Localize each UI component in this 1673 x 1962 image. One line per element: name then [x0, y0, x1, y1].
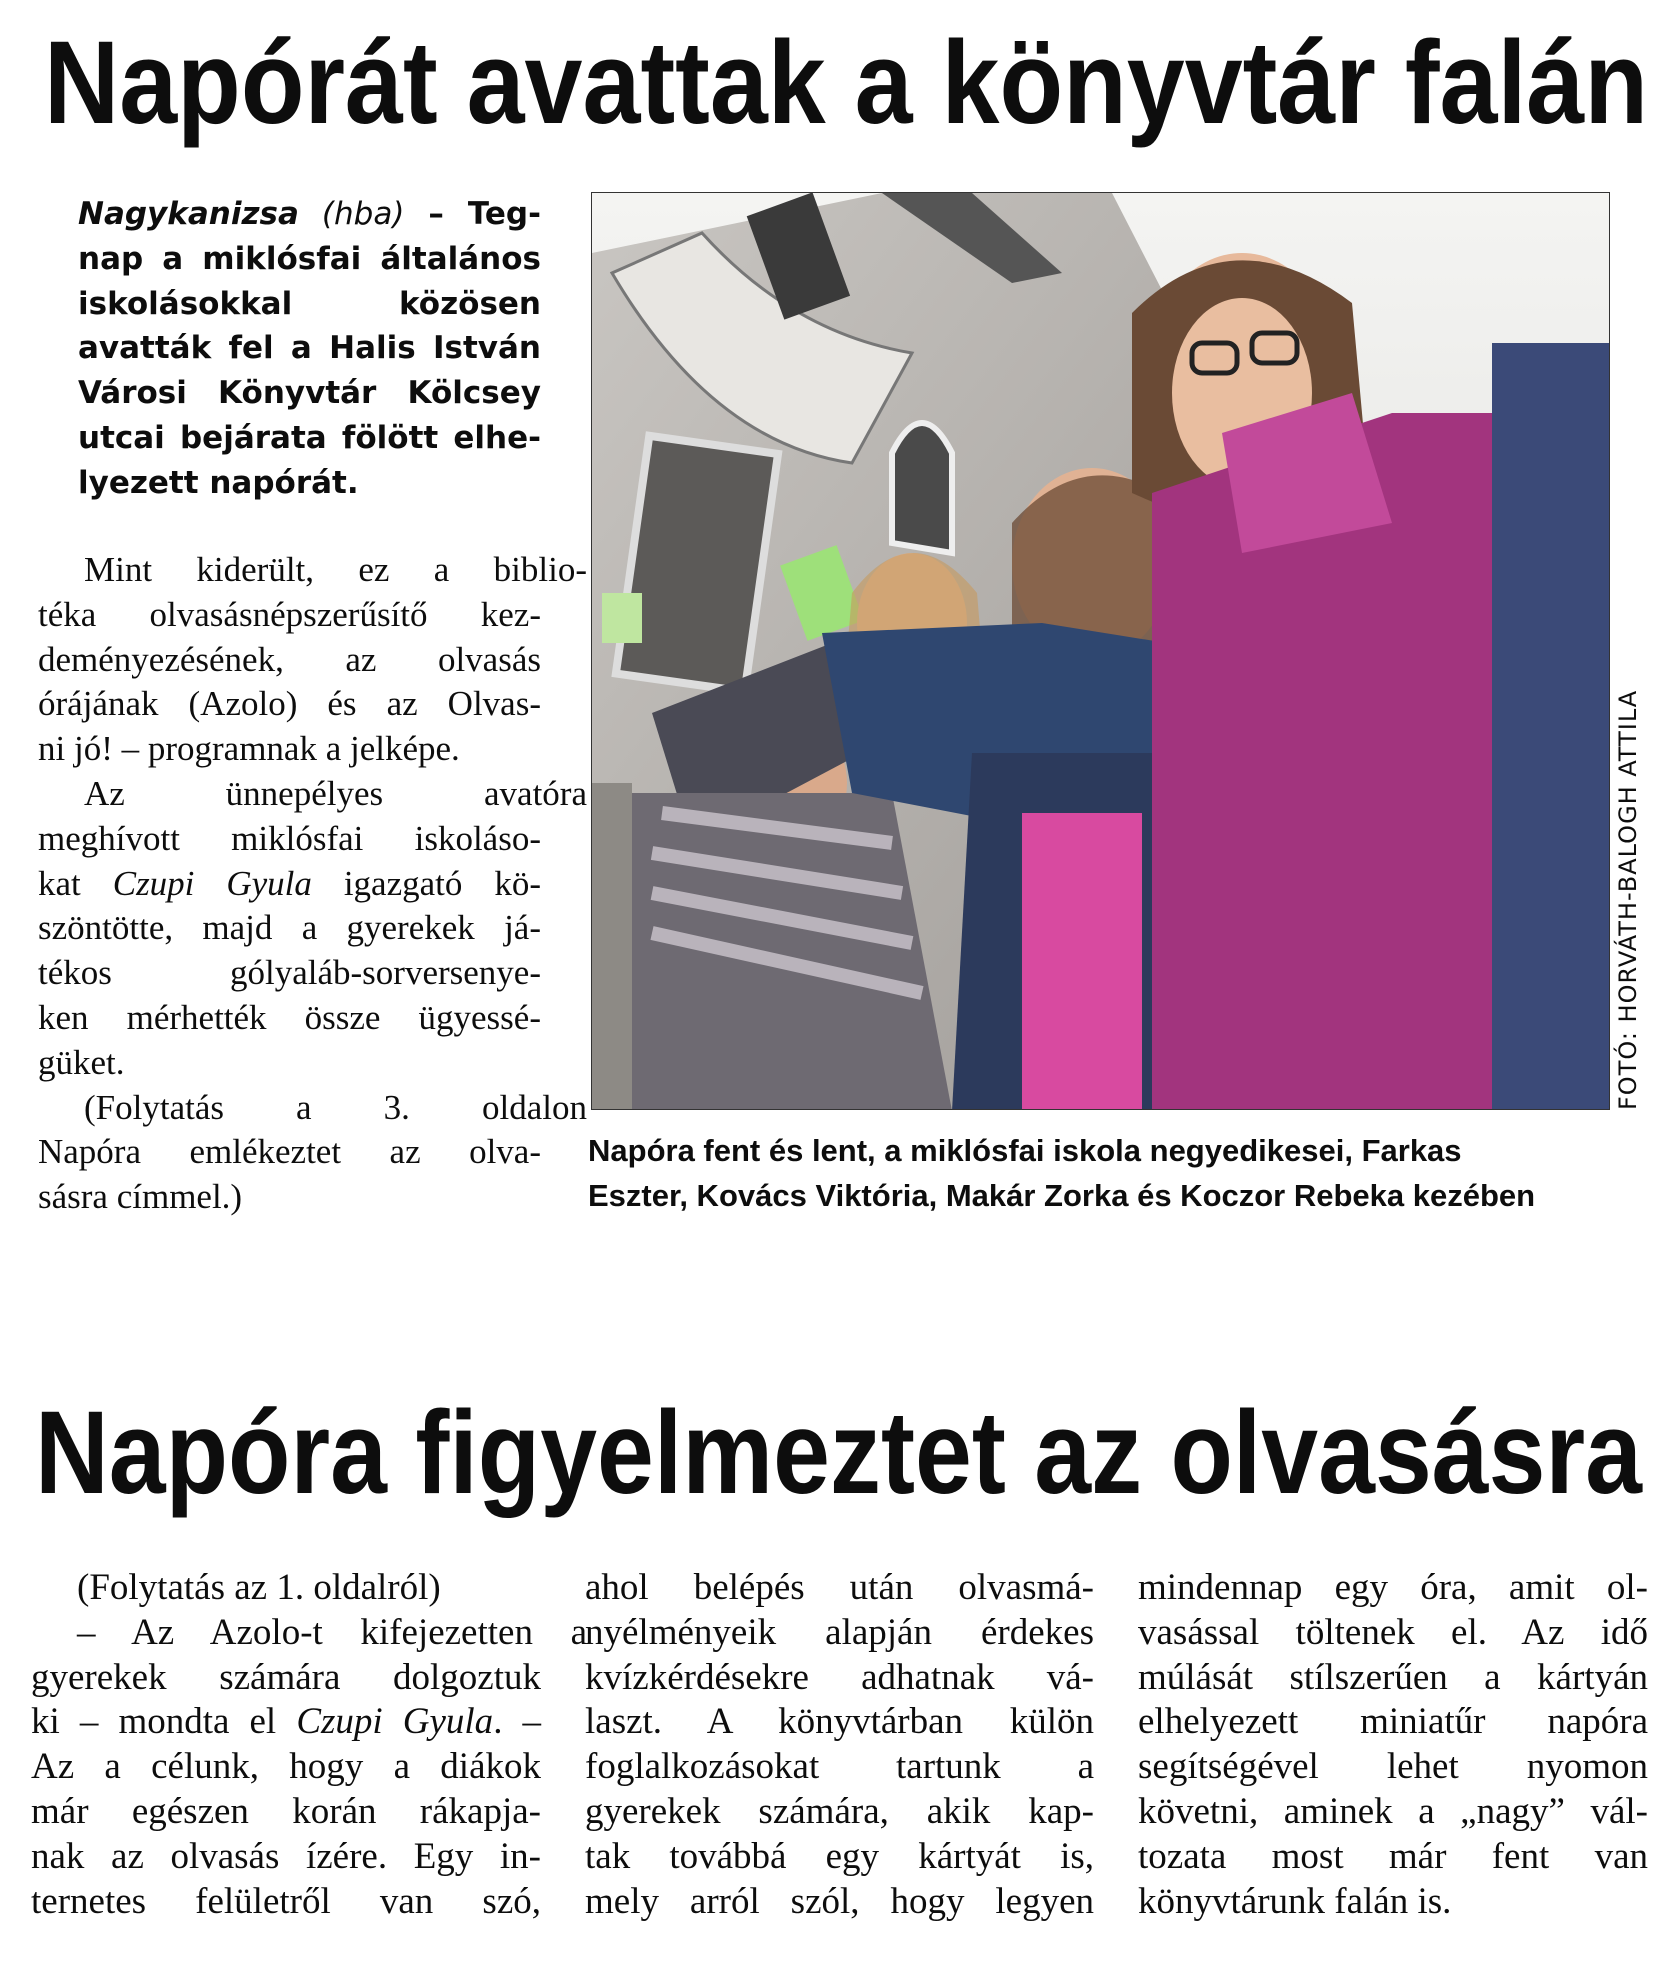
text-line: ternetes felületről van szó, [31, 1880, 541, 1922]
photo-girls-with-sundial [592, 193, 1610, 1110]
text-line: güket. [38, 1042, 125, 1082]
text-line: (Folytatás az 1. oldalról) [77, 1567, 441, 1608]
text-line: Eszter, Kovács Viktória, Makár Zorka és Koczor Rebeka kezében [588, 1177, 1536, 1213]
text-line: deményezésének, az olvasás [38, 639, 541, 679]
italic-name: Czupi Gyula [112, 863, 312, 903]
text-line: követni, aminek a „nagy” vál- [1138, 1790, 1648, 1832]
headline-1 [44, 17, 1648, 149]
text-line: kvízkérdésekre adhatnak vá- [585, 1656, 1094, 1698]
headline-1-text: Napórát avattak a könyvtár falán [44, 17, 1648, 149]
text-run: (hba) [298, 196, 405, 232]
text-line: Városi Könyvtár Kölcsey [78, 375, 541, 412]
text-line: foglalkozásokat tartunk a [585, 1746, 1094, 1788]
text-line: (Folytatás a 3. oldalon [84, 1087, 587, 1127]
text-line: laszt. A könyvtárban külön [585, 1701, 1094, 1743]
text-line: Az ünnepélyes avatóra [84, 773, 587, 813]
text-line [78, 192, 541, 237]
text-line: ken mérhették össze ügyessé- [38, 997, 541, 1037]
italic-name: Czupi Gyula [296, 1701, 494, 1743]
article-1-body [38, 548, 587, 1220]
text-line: ni jó! – programnak a jelképe. [38, 729, 460, 769]
text-run: kat [38, 863, 113, 903]
text-run: – Teg- [404, 196, 541, 232]
text-line: gyerekek számára dolgoztuk [31, 1656, 541, 1698]
text-line: nyélményeik alapján érdekes [585, 1611, 1094, 1653]
text-line: mindennap egy óra, amit ol- [1138, 1567, 1648, 1608]
text-line: múlását stílszerűen a kártyán [1138, 1656, 1648, 1698]
text-line: iskolásokkal közösen [78, 285, 541, 322]
text-line: vasással töltenek el. Az idő [1138, 1611, 1648, 1653]
text-run: . – [493, 1701, 542, 1743]
text-line: tak továbbá egy kártyát is, [585, 1835, 1094, 1877]
article-photo [591, 192, 1610, 1110]
text-line: már egészen korán rákapja- [31, 1790, 541, 1832]
text-line: nak az olvasás ízére. Egy in- [31, 1835, 541, 1877]
text-line: elhelyezett miniatűr napóra [1138, 1701, 1648, 1743]
text-line: Mint kiderült, ez a biblio- [84, 550, 587, 589]
text-line: könyvtárunk falán is. [1138, 1880, 1452, 1922]
text-line: mely arról szól, hogy legyen [585, 1880, 1094, 1922]
text-line: – Az Azolo-t kifejezetten a [77, 1611, 587, 1653]
text-line: Az a célunk, hogy a diákok [31, 1746, 541, 1788]
text-line: Napóra emlékeztet az olva- [38, 1132, 541, 1172]
headline-2-text: Napóra figyelmeztet az olvasásra [35, 1387, 1642, 1519]
text-line [38, 862, 541, 907]
text-line: sásra címmel.) [38, 1177, 243, 1217]
text-line: tozata most már fent van [1138, 1835, 1648, 1877]
lead-paragraph [78, 192, 541, 506]
text-line: ahol belépés után olvasmá- [585, 1567, 1094, 1608]
text-line: utcai bejárata fölött elhe- [78, 419, 541, 456]
dateline: Nagykanizsa [78, 196, 299, 232]
text-line: nap a miklósfai általános [78, 240, 541, 277]
text-line: lyezett napórát. [78, 464, 359, 501]
text-line: órájának (Azolo) és az Olvas- [38, 684, 541, 724]
text-line: meghívott miklósfai iskoláso- [38, 818, 541, 858]
text-line [31, 1700, 541, 1745]
text-line: segítségével lehet nyomon [1138, 1746, 1648, 1788]
photo-credit: FOTÓ: HORVÁTH-BALOGH ATTILA [1614, 689, 1642, 1110]
text-run: ki – mondta el [31, 1701, 297, 1743]
headline-2 [35, 1387, 1642, 1519]
text-line: téka olvasásnépszerűsítő kez- [38, 594, 541, 634]
article-2-column-3 [1138, 1566, 1648, 1924]
text-line: avatták fel a Halis István [78, 330, 541, 367]
article-2-column-1 [31, 1566, 587, 1924]
text-line: gyerekek számára, akik kap- [585, 1790, 1094, 1832]
text-run: igazgató kö- [311, 863, 541, 903]
text-line: tékos gólyaláb-sorversenye- [38, 953, 541, 993]
text-line: Napóra fent és lent, a miklósfai iskola negyedikesei, Farkas [588, 1133, 1462, 1168]
text-line: szöntötte, majd a gyerekek já- [38, 908, 541, 948]
article-2-column-2 [585, 1566, 1094, 1924]
photo-caption [588, 1129, 1598, 1219]
